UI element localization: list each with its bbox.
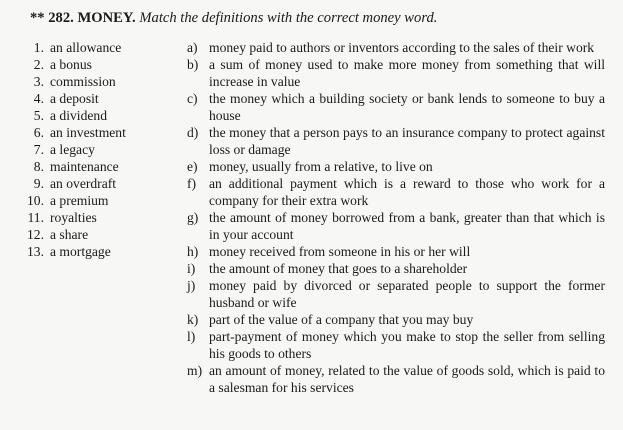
difficulty-stars: ** bbox=[30, 10, 45, 26]
definition-text: money received from someone in his or her will bbox=[209, 244, 471, 259]
word-text: a deposit bbox=[50, 91, 99, 106]
money-word-list bbox=[22, 39, 174, 260]
definition-letter: k) bbox=[187, 312, 199, 327]
word-number: 12. bbox=[27, 227, 44, 242]
definition-text: the amount of money borrowed from a bank, greater than that which is in your account bbox=[209, 210, 605, 242]
exercise-topic: MONEY. bbox=[77, 10, 136, 26]
definition-letter: c) bbox=[187, 91, 198, 106]
word-item bbox=[22, 192, 174, 209]
definition-letter: l) bbox=[187, 329, 196, 344]
word-text: a legacy bbox=[50, 142, 95, 157]
definition-text: money paid to authors or inventors according to the sales of their work bbox=[209, 40, 595, 55]
word-text: a dividend bbox=[50, 108, 108, 123]
word-number: 11. bbox=[27, 210, 44, 225]
word-number: 13. bbox=[27, 244, 44, 259]
word-item bbox=[22, 124, 174, 141]
definition-item bbox=[187, 243, 605, 260]
definition-item bbox=[187, 158, 605, 175]
definition-item bbox=[187, 328, 605, 362]
word-item bbox=[22, 209, 174, 226]
definition-item bbox=[187, 277, 605, 311]
word-item bbox=[22, 175, 174, 192]
word-text: an allowance bbox=[50, 40, 122, 55]
word-item bbox=[22, 39, 174, 56]
word-text: a bonus bbox=[50, 57, 92, 72]
word-item bbox=[22, 141, 174, 158]
definition-text: part-payment of money which you make to stop the seller from selling his goods to others bbox=[209, 329, 605, 361]
word-item bbox=[22, 56, 174, 73]
word-text: commission bbox=[50, 74, 116, 89]
word-item bbox=[22, 107, 174, 124]
definition-letter: a) bbox=[187, 40, 198, 55]
definition-letter: b) bbox=[187, 57, 199, 72]
exercise-instruction: Match the definitions with the correct money word. bbox=[139, 10, 438, 26]
word-number: 5. bbox=[33, 108, 44, 123]
definition-letter: j) bbox=[187, 278, 196, 293]
definition-text: money paid by divorced or separated people to support the former husband or wife bbox=[209, 278, 605, 310]
definition-text: money, usually from a relative, to live on bbox=[209, 159, 433, 174]
definition-text: an amount of money, related to the value of goods sold, which is paid to a salesman for his services bbox=[209, 363, 605, 395]
exercise-heading bbox=[30, 9, 437, 27]
definition-item bbox=[187, 260, 605, 277]
word-text: a share bbox=[50, 227, 89, 242]
word-number: 1. bbox=[33, 40, 44, 55]
definition-list bbox=[187, 39, 605, 396]
word-number: 4. bbox=[33, 91, 44, 106]
word-item bbox=[22, 158, 174, 175]
definition-letter: g) bbox=[187, 210, 199, 225]
definition-text: part of the value of a company that you may buy bbox=[209, 312, 474, 327]
word-text: a mortgage bbox=[50, 244, 111, 259]
word-text: maintenance bbox=[50, 159, 119, 174]
definition-text: the money that a person pays to an insurance company to protect against loss or damage bbox=[209, 125, 605, 157]
word-item bbox=[22, 243, 174, 260]
definition-letter: h) bbox=[187, 244, 199, 259]
definition-text: the amount of money that goes to a shareholder bbox=[209, 261, 468, 276]
word-number: 7. bbox=[33, 142, 44, 157]
word-item bbox=[22, 226, 174, 243]
definition-letter: e) bbox=[187, 159, 198, 174]
definition-letter: d) bbox=[187, 125, 199, 140]
word-number: 9. bbox=[33, 176, 44, 191]
definition-item bbox=[187, 209, 605, 243]
definition-text: a sum of money used to make more money from something that will increase in value bbox=[209, 57, 605, 89]
word-text: royalties bbox=[50, 210, 97, 225]
definition-letter: f) bbox=[187, 176, 197, 191]
definition-text: the money which a building society or bank lends to someone to buy a house bbox=[209, 91, 605, 123]
definition-item bbox=[187, 56, 605, 90]
word-number: 3. bbox=[33, 74, 44, 89]
word-text: a premium bbox=[50, 193, 109, 208]
definition-text: an additional payment which is a reward to those who work for a company for their extra work bbox=[209, 176, 605, 208]
word-text: an investment bbox=[50, 125, 126, 140]
word-number: 10. bbox=[27, 193, 44, 208]
word-text: an overdraft bbox=[50, 176, 117, 191]
definition-letter: m) bbox=[187, 363, 203, 378]
word-number: 6. bbox=[33, 125, 44, 140]
word-item bbox=[22, 90, 174, 107]
definition-item bbox=[187, 124, 605, 158]
definition-item bbox=[187, 90, 605, 124]
word-number: 2. bbox=[33, 57, 44, 72]
definition-item bbox=[187, 311, 605, 328]
definition-item bbox=[187, 39, 605, 56]
definition-letter: i) bbox=[187, 261, 196, 276]
definition-item bbox=[187, 175, 605, 209]
definition-item bbox=[187, 362, 605, 396]
exercise-number: 282. bbox=[48, 10, 74, 26]
word-number: 8. bbox=[33, 159, 44, 174]
word-item bbox=[22, 73, 174, 90]
